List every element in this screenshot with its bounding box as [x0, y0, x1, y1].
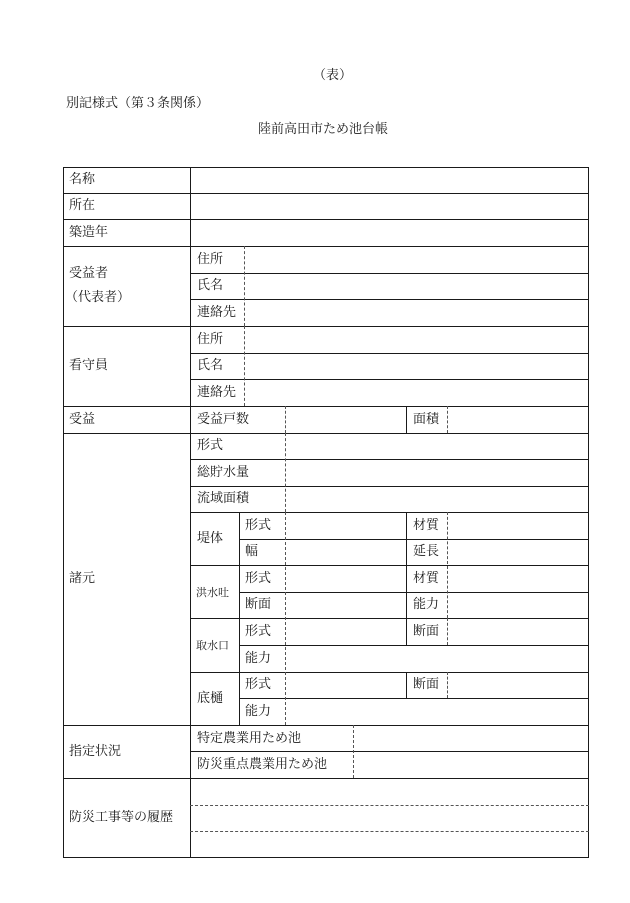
label-embankment-type: 形式 [245, 518, 272, 533]
label-spillway-section: 断面 [245, 597, 272, 612]
label-intake-capacity: 能力 [245, 651, 272, 666]
label-benefit-households: 受益戸数 [197, 412, 250, 427]
label-specs: 諸元 [69, 571, 96, 586]
label-culvert-section: 断面 [413, 677, 440, 692]
label-spillway-type: 形式 [245, 571, 272, 586]
label-total-storage: 総貯水量 [197, 465, 250, 480]
label-embankment: 堤体 [197, 531, 224, 546]
label-keeper-address: 住所 [197, 332, 224, 347]
label-disaster-history: 防災工事等の履歴 [69, 810, 174, 825]
label-spillway-material: 材質 [413, 571, 440, 586]
label-name: 名称 [69, 172, 96, 187]
label-beneficiary-address: 住所 [197, 252, 224, 267]
label-intake: 取水口 [196, 639, 229, 652]
label-keeper-name: 氏名 [197, 358, 224, 373]
label-intake-type: 形式 [245, 624, 272, 639]
label-beneficiary-rep: （代表者） [65, 290, 131, 305]
label-embankment-length: 延長 [413, 544, 440, 559]
label-specs-type: 形式 [197, 438, 224, 453]
form-reference: 別記様式（第３条関係） [66, 96, 210, 111]
side-label: （表） [313, 68, 353, 83]
label-intake-section: 断面 [413, 624, 440, 639]
label-designation-2: 防災重点農業用ため池 [197, 757, 328, 772]
label-basin-area: 流域面積 [197, 491, 250, 506]
label-location: 所在 [69, 198, 96, 213]
label-benefit-area: 面積 [413, 412, 440, 427]
label-designation-status: 指定状況 [69, 744, 122, 759]
label-beneficiary-contact: 連絡先 [197, 305, 237, 320]
ledger-table [63, 167, 589, 858]
label-culvert-type: 形式 [245, 677, 272, 692]
label-built-year: 築造年 [69, 225, 109, 240]
label-bottom-culvert: 底樋 [197, 691, 224, 706]
label-beneficiary: 受益者 [69, 266, 109, 281]
label-embankment-material: 材質 [413, 518, 440, 533]
page-title: 陸前高田市ため池台帳 [258, 122, 389, 137]
label-beneficiary-name: 氏名 [197, 278, 224, 293]
label-designation-1: 特定農業用ため池 [197, 731, 302, 746]
label-embankment-width: 幅 [245, 544, 259, 559]
label-culvert-capacity: 能力 [245, 704, 272, 719]
label-keeper-contact: 連絡先 [197, 385, 237, 400]
label-spillway-capacity: 能力 [413, 597, 440, 612]
label-spillway: 洪水吐 [196, 586, 229, 599]
label-benefit: 受益 [69, 412, 96, 427]
label-keeper: 看守員 [69, 358, 109, 373]
